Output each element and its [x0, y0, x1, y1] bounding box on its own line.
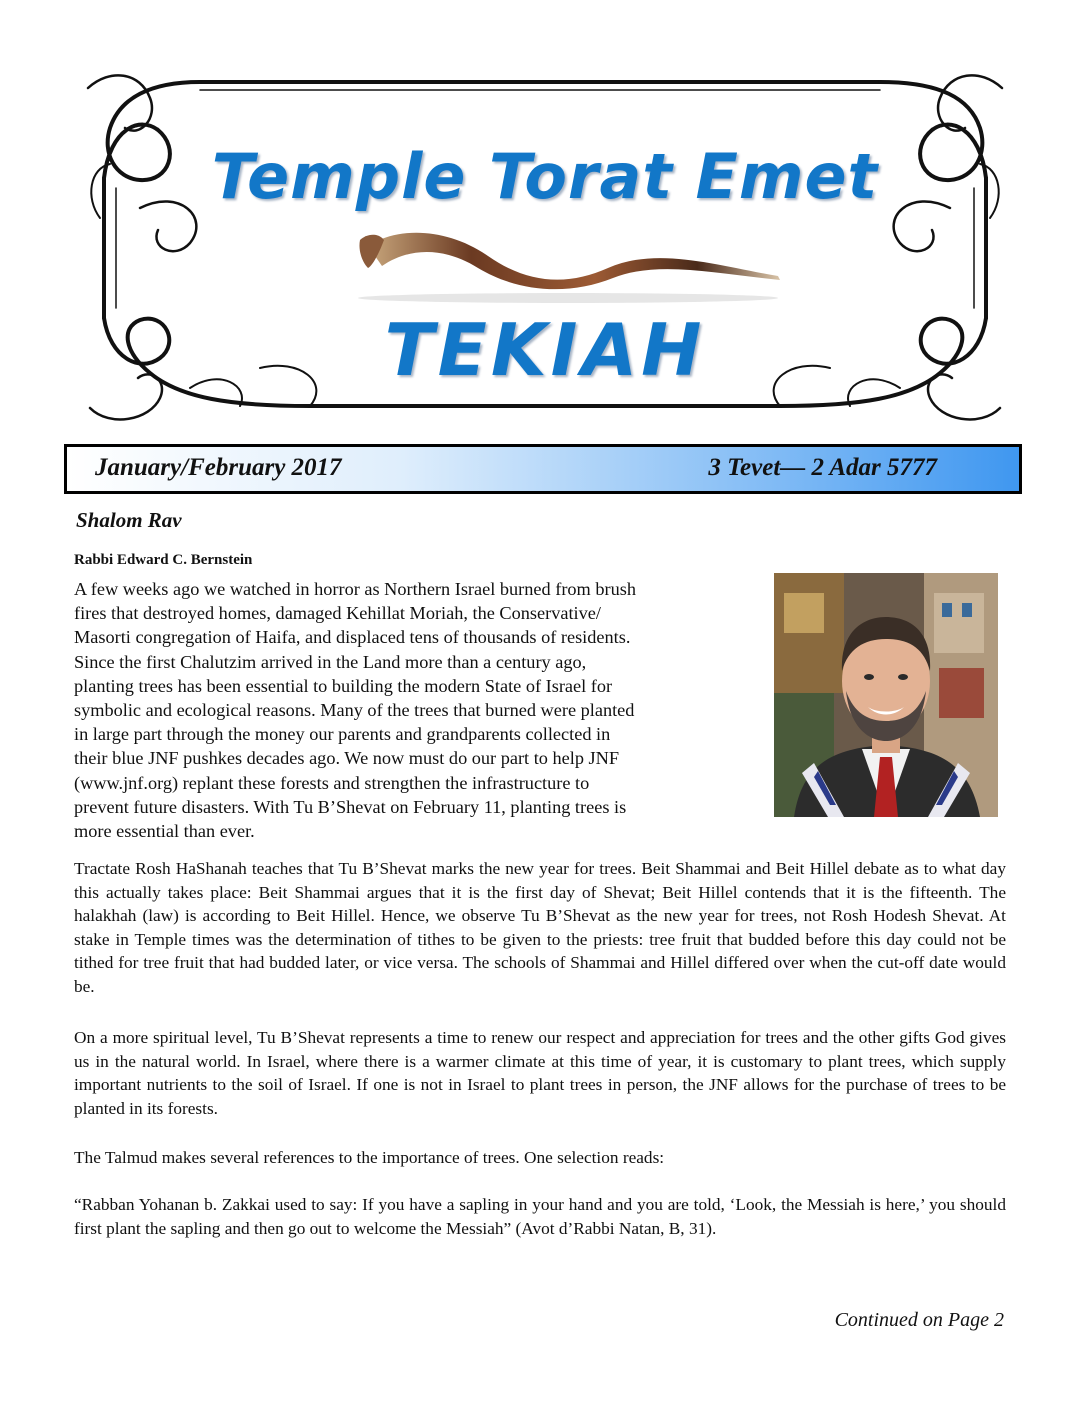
article-quote: “Rabban Yohanan b. Zakkai used to say: If you have a sapling in your hand and you are told, ‘Look, the Messiah is here,’ you should first plant the sapling and then go out to welcome the Messiah” (Avot d’Rabbi Natan, B, 31).	[74, 1195, 1006, 1238]
intro-line: (www.jnf.org) replant these forests and strengthen the infrastructure to	[74, 772, 590, 793]
intro-line: symbolic and ecological reasons. Many of the trees that burned were planted	[74, 700, 635, 721]
shofar-icon	[338, 216, 798, 306]
rabbi-photo	[774, 573, 998, 817]
intro-line: more essential than ever.	[74, 821, 255, 842]
intro-line: Masorti congregation of Haifa, and displaced tens of thousands of residents.	[74, 627, 631, 648]
intro-line: their blue JNF pushkes decades ago. We now must do our part to help JNF	[74, 748, 620, 769]
intro-line: planting trees has been essential to building the modern State of Israel for	[74, 675, 613, 696]
issue-date: January/February 2017	[95, 454, 342, 481]
article-paragraph: Tractate Rosh HaShanah teaches that Tu B’Shevat marks the new year for trees. Beit Shammai and Beit Hillel debate as to what day this actually takes place: Beit Shammai argues that it is the first day of Shevat; Beit Hillel contends that it is the fifteenth. The halakhah (law) is according to Beit Hillel. Hence, we observe Tu B’Shevat as the new year for trees, not Rosh Hodesh Shevat. At stake in Temple times was the determination of tithes to be given to the priests: tree fruit that budded before this day could not be tithed for tree fruit that had budded later, or vice versa. The schools of Shammai and Hillel differed over when the cut-off date would be.	[74, 859, 1006, 996]
article-intro	[74, 577, 734, 843]
continued-link[interactable]: Continued on Page 2	[834, 1309, 1004, 1331]
hebrew-date: 3 Tevet— 2 Adar 5777	[708, 454, 937, 481]
intro-line: in large part through the money our parents and grandparents collected in	[74, 724, 611, 745]
intro-line: Since the first Chalutzim arrived in the Land more than a century ago,	[74, 651, 587, 672]
masthead	[80, 68, 1010, 428]
portrait-icon	[774, 573, 998, 817]
date-banner	[64, 444, 1022, 494]
intro-line: A few weeks ago we watched in horror as Northern Israel burned from brush	[74, 579, 636, 599]
intro-line: fires that destroyed homes, damaged Kehillat Moriah, the Conservative/	[74, 603, 601, 624]
article-title: Shalom Rav	[76, 508, 182, 532]
article-paragraph: The Talmud makes several references to the importance of trees. One selection reads:	[74, 1148, 665, 1167]
article-author: Rabbi Edward C. Bernstein	[74, 552, 253, 568]
newsletter-name: TEKIAH	[384, 308, 706, 392]
newsletter-title: Temple Torat Emet	[211, 140, 879, 213]
intro-line: prevent future disasters. With Tu B’Shevat on February 11, planting trees is	[74, 796, 627, 817]
article-paragraph: On a more spiritual level, Tu B’Shevat represents a time to renew our respect and appreciation for trees and the other gifts God gives us in the natural world. In Israel, where there is a warmer climate at this time of year, it is customary to plant trees, which supply important nutrients to the soil of Israel. If one is not in Israel to plant trees in person, the JNF allows for the purchase of trees to be planted in its forests.	[74, 1028, 1006, 1118]
